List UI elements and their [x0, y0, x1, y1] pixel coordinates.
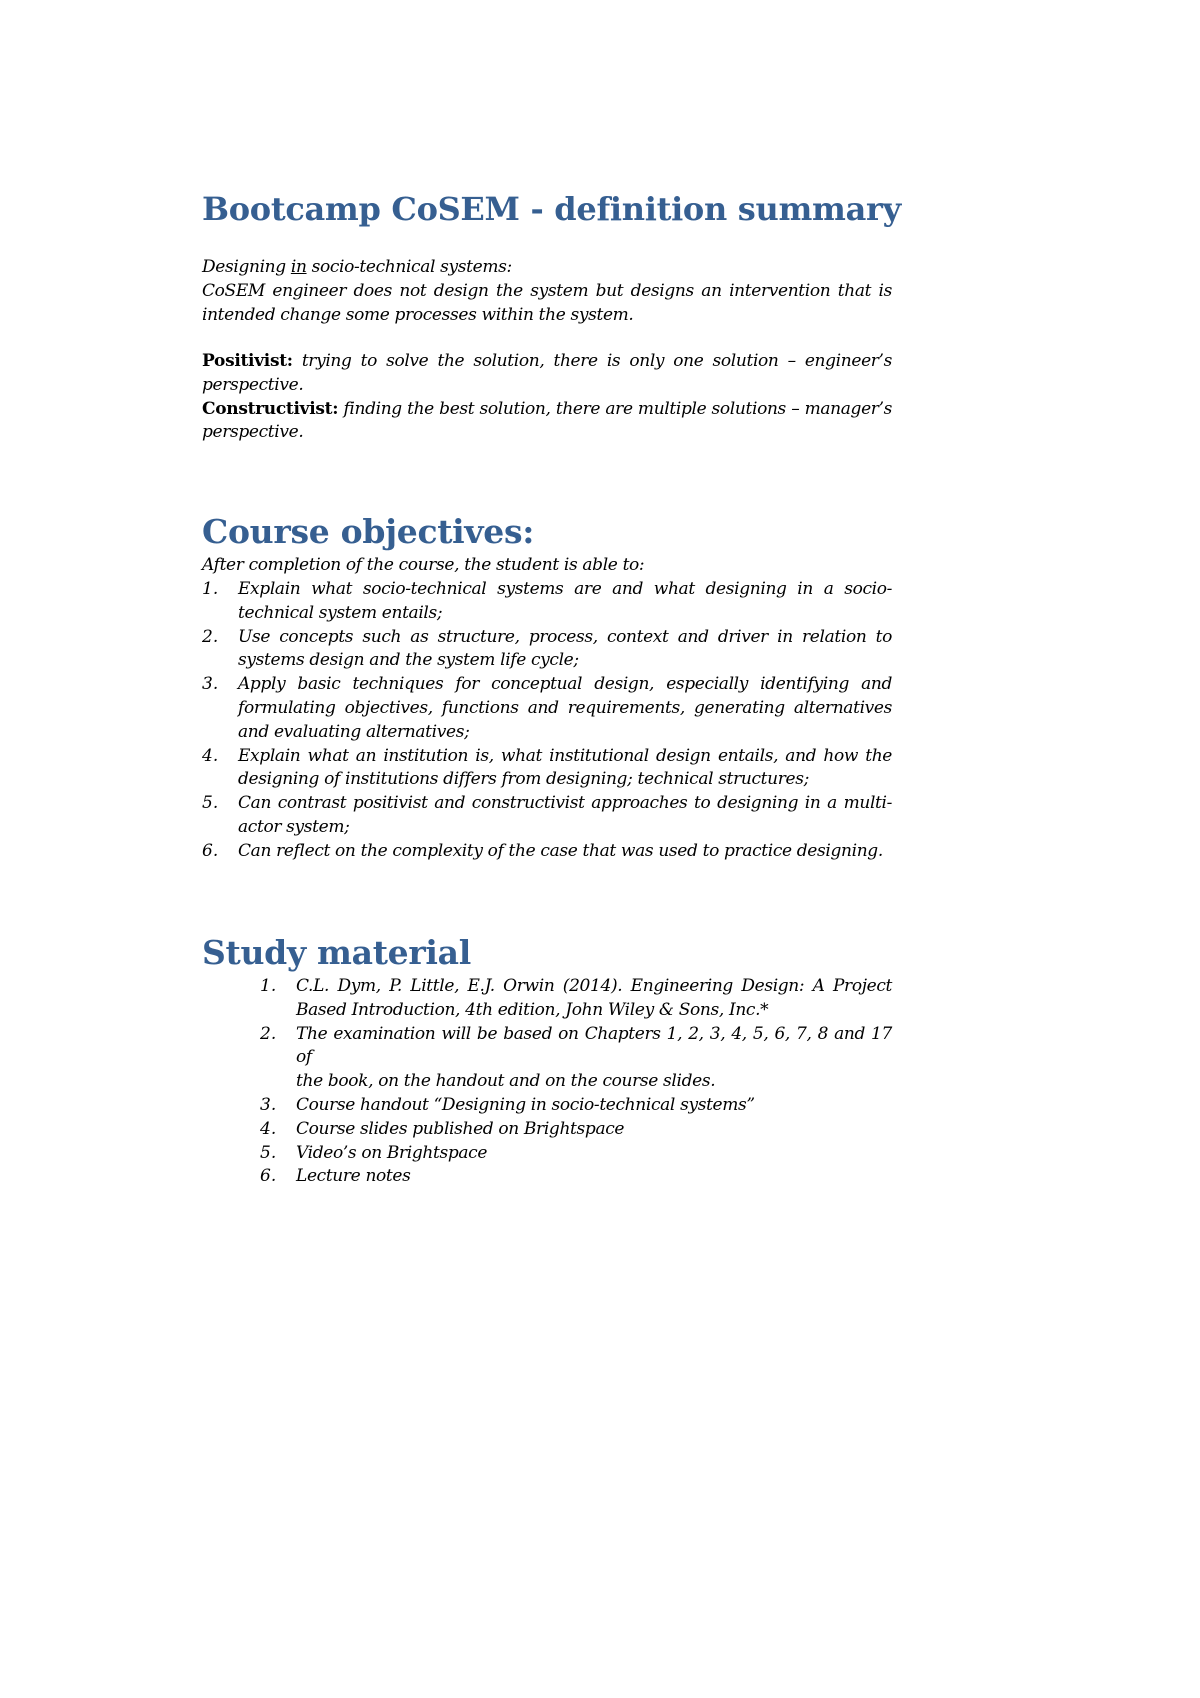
study-item-text: the book, on the handout and on the course slides.	[296, 1071, 716, 1092]
constructivist-definition	[202, 398, 892, 422]
constructivist-text: finding the best solution, there are multiple solutions – manager’s	[343, 398, 892, 419]
objective-item-text: Explain what an institution is, what institutional design entails, and how the	[238, 745, 892, 766]
objective-item	[202, 578, 892, 626]
objective-item-number: 1.	[202, 579, 219, 599]
study-item	[260, 975, 892, 1023]
study-item-text: C.L. Dym, P. Little, E.J. Orwin (2014). Engineering Design: A Project	[296, 976, 892, 996]
objective-item	[202, 626, 892, 674]
positivist-definition	[202, 350, 892, 374]
intro-heading	[202, 256, 892, 280]
constructivist-text-cont: perspective.	[202, 422, 304, 443]
study-item	[260, 1094, 892, 1118]
study-material-heading: Study material	[202, 933, 471, 972]
study-item	[260, 1118, 892, 1142]
positivist-text-cont: perspective.	[202, 374, 304, 395]
objective-item-text: Apply basic techniques for conceptual design, especially identifying and	[238, 674, 892, 695]
objectives-lead-block	[202, 554, 892, 578]
definitions-section	[202, 350, 892, 445]
intro-line-2: intended change some processes within the system.	[202, 304, 634, 325]
objective-item-number: 2.	[202, 626, 219, 647]
objective-item	[202, 745, 892, 793]
intro-heading-post: socio-technical systems:	[306, 257, 512, 277]
study-item-number: 2.	[260, 1023, 277, 1044]
study-item-text: Lecture notes	[296, 1166, 411, 1187]
objective-item-text: systems design and the system life cycle;	[238, 650, 579, 671]
study-item-text: The examination will be based on Chapters 1, 2, 3, 4, 5, 6, 7, 8 and 17 of	[296, 1023, 892, 1068]
intro-line-1: CoSEM engineer does not design the system but designs an intervention that is	[202, 280, 892, 301]
positivist-text: trying to solve the solution, there is only one solution – engineer’s	[301, 351, 892, 371]
objective-item-number: 4.	[202, 745, 219, 766]
study-item	[260, 1165, 892, 1189]
objective-item-text: actor system;	[238, 816, 350, 837]
objective-item	[202, 673, 892, 744]
objective-item-text: designing of institutions differs from designing; technical structures;	[238, 769, 809, 790]
positivist-term: Positivist:	[202, 351, 293, 371]
study-item-number: 6.	[260, 1166, 277, 1187]
document-title: Bootcamp CoSEM - definition summary	[202, 190, 901, 228]
constructivist-term: Constructivist:	[202, 398, 339, 419]
objective-item-text: Explain what socio-technical systems are and what designing in a socio-	[238, 579, 892, 599]
objective-item	[202, 840, 892, 864]
study-item-number: 5.	[260, 1142, 277, 1163]
objective-item	[202, 792, 892, 840]
objective-item-text: formulating objectives, functions and requirements, generating alternatives	[238, 697, 892, 718]
objective-item-number: 6.	[202, 840, 219, 861]
study-item-text: Course handout “Designing in socio-technical systems”	[296, 1094, 755, 1115]
study-item-number: 3.	[260, 1094, 277, 1115]
intro-heading-underlined: in	[290, 257, 307, 277]
objective-item-text: technical system entails;	[238, 602, 443, 623]
objective-item-text: Use concepts such as structure, process, context and driver in relation to	[238, 626, 892, 647]
study-item-text: Course slides published on Brightspace	[296, 1118, 625, 1139]
objectives-heading: Course objectives:	[202, 512, 535, 551]
study-material-list	[260, 975, 892, 1189]
study-item	[260, 1023, 892, 1094]
study-item-text: Based Introduction, 4th edition, John Wiley & Sons, Inc.*	[296, 999, 769, 1020]
objectives-lead: After completion of the course, the student is able to:	[202, 555, 645, 575]
objective-item-number: 5.	[202, 793, 219, 814]
intro-heading-pre: Designing	[202, 257, 291, 277]
study-item-text: Video’s on Brightspace	[296, 1142, 488, 1163]
study-item	[260, 1142, 892, 1166]
objective-item-text: and evaluating alternatives;	[238, 721, 470, 742]
study-item-number: 4.	[260, 1118, 277, 1139]
objective-item-number: 3.	[202, 674, 219, 695]
objectives-list	[202, 578, 892, 864]
study-item-number: 1.	[260, 976, 277, 996]
objective-item-text: Can reflect on the complexity of the case that was used to practice designing.	[238, 840, 883, 861]
intro-section	[202, 256, 892, 327]
objective-item-text: Can contrast positivist and constructivist approaches to designing in a multi-	[238, 793, 892, 814]
